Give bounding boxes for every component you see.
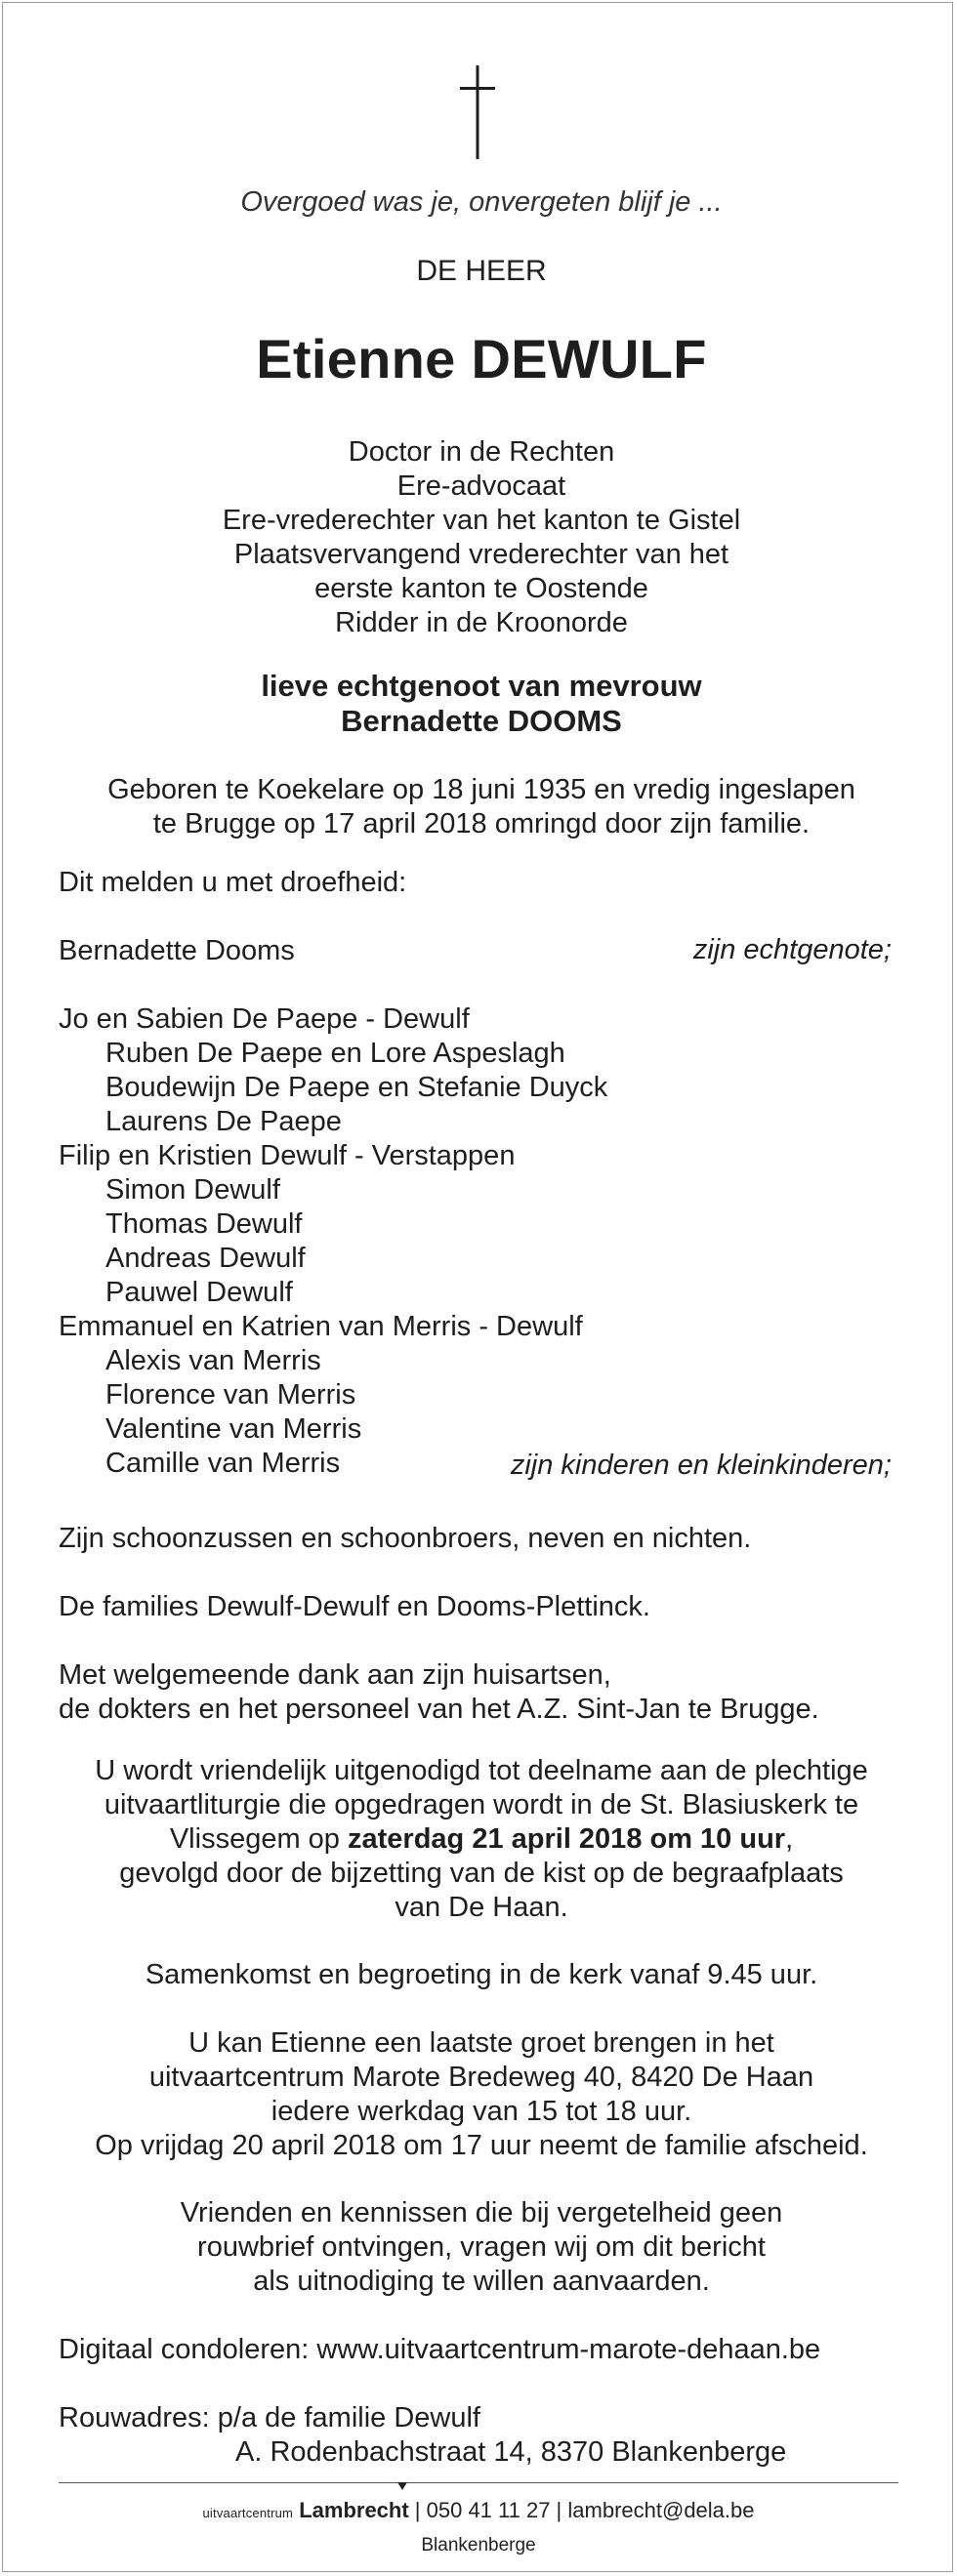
funeral-line: uitvaartliturgie die opgedragen wordt in de St. Blasiuskerk te xyxy=(104,1789,859,1820)
gathering-line: Samenkomst en begroeting in de kerk vanaf 9.45 uur. xyxy=(145,1959,818,1990)
grandchild-name: Simon Dewulf xyxy=(105,1174,280,1206)
footer-brand: Lambrecht xyxy=(299,2498,409,2522)
condolence-link[interactable]: Digitaal condoleren: www.uitvaartcentrum-marote-dehaan.be xyxy=(59,2334,821,2365)
visit-line: Op vrijdag 20 april 2018 om 17 uur neemt de familie afscheid. xyxy=(95,2130,868,2161)
title-line: Ridder in de Kroonorde xyxy=(335,607,628,638)
funeral-block xyxy=(42,1754,921,1925)
footer-divider xyxy=(59,2482,898,2483)
footer-city: Blankenberge xyxy=(421,2535,536,2556)
funeral-punct: , xyxy=(785,1823,794,1855)
request-line: als uitnodiging te willen aanvaarden. xyxy=(253,2266,710,2297)
birth-block xyxy=(42,773,921,841)
visit-line: uitvaartcentrum Marote Bredeweg 40, 8420 De Haan xyxy=(148,2062,814,2093)
visit-line: iedere werkdag van 15 tot 18 uur. xyxy=(270,2096,692,2127)
families-line: De families Dewulf-Dewulf en Dooms-Plettinck. xyxy=(59,1591,650,1622)
grandchild-name: Pauwel Dewulf xyxy=(105,1277,293,1308)
widow-name: Bernadette Dooms xyxy=(59,935,295,966)
birth-line: te Brugge op 17 april 2018 omringd door zijn familie. xyxy=(152,808,811,839)
inlaws-line: Zijn schoonzussen en schoonbroers, neven en nichten. xyxy=(59,1523,752,1554)
thanks-line: Met welgemeende dank aan zijn huisartsen, xyxy=(59,1659,611,1691)
funeral-line: U wordt vriendelijk uitgenodigd tot deelname aan de plechtige xyxy=(95,1755,868,1786)
spouse-block xyxy=(42,669,921,739)
funeral-line: gevolgd door de bijzetting van de kist op de begraafplaats xyxy=(119,1858,844,1889)
grandchild-name: Laurens De Paepe xyxy=(105,1106,342,1137)
grandchild-name: Camille van Merris xyxy=(105,1448,341,1479)
motto: Overgoed was je, onvergeten blijf je ... xyxy=(240,186,723,218)
child-couple-name: Jo en Sabien De Paepe - Dewulf xyxy=(59,1003,470,1035)
title-line: Ere-advocaat xyxy=(396,470,566,502)
title-line: Ere-vrederechter van het kanton te Gistel xyxy=(222,505,741,536)
footer-contact-info[interactable]: | 050 41 11 27 | lambrecht@dela.be xyxy=(408,2498,755,2522)
footer-prefix: uitvaartcentrum xyxy=(202,2506,294,2520)
family-role: zijn kinderen en kleinkinderen; xyxy=(510,1450,892,1481)
title-line: eerste kanton te Oostende xyxy=(314,573,648,604)
grandchild-name: Florence van Merris xyxy=(105,1379,356,1411)
marker-icon xyxy=(397,2482,407,2490)
title-line: Doctor in de Rechten xyxy=(348,436,615,468)
grandchild-name: Boudewijn De Paepe en Stefanie Duyck xyxy=(105,1072,608,1103)
deceased-name: Etienne DEWULF xyxy=(256,328,707,389)
address-line: Rouwadres: p/a de familie Dewulf xyxy=(59,2402,480,2433)
birth-line: Geboren te Koekelare op 18 juni 1935 en vredig ingeslapen xyxy=(107,774,855,805)
cross-icon xyxy=(458,65,497,159)
grandchild-name: Alexis van Merris xyxy=(105,1345,321,1376)
request-block xyxy=(42,2196,921,2299)
grandchild-name: Valentine van Merris xyxy=(105,1413,362,1445)
widow-role: zijn echtgenote; xyxy=(692,934,892,965)
announcement: Dit melden u met droefheid: xyxy=(59,867,407,898)
request-line: Vrienden en kennissen die bij vergetelheid geen xyxy=(180,2197,783,2228)
thanks-line: de dokters en het personeel van het A.Z. Sint-Jan te Brugge. xyxy=(59,1694,819,1725)
grandchild-name: Ruben De Paepe en Lore Aspeslagh xyxy=(105,1038,565,1069)
funeral-line xyxy=(42,1822,921,1857)
footer-contact xyxy=(3,2498,954,2523)
spouse-line: lieve echtgenoot van mevrouw xyxy=(261,669,702,703)
request-line: rouwbrief ontvingen, vragen wij om dit bericht xyxy=(197,2231,766,2263)
funeral-line: van De Haan. xyxy=(395,1892,568,1923)
visit-block xyxy=(42,2026,921,2163)
grandchild-name: Andreas Dewulf xyxy=(105,1243,306,1274)
address-line: A. Rodenbachstraat 14, 8370 Blankenberge xyxy=(235,2436,787,2468)
title-line: Plaatsvervangend vrederechter van het xyxy=(233,539,729,570)
child-couple-name: Emmanuel en Katrien van Merris - Dewulf xyxy=(59,1311,583,1342)
spouse-name: Bernadette DOOMS xyxy=(341,704,622,738)
visit-line: U kan Etienne een laatste groet brengen in het xyxy=(188,2027,774,2059)
funeral-date: zaterdag 21 april 2018 om 10 uur xyxy=(348,1823,786,1855)
titles-block xyxy=(42,435,921,640)
honorific: DE HEER xyxy=(416,255,547,287)
child-couple-name: Filip en Kristien Dewulf - Verstappen xyxy=(59,1140,516,1171)
obituary-card xyxy=(2,2,953,2572)
grandchild-name: Thomas Dewulf xyxy=(105,1208,303,1240)
funeral-place: Vlissegem op xyxy=(169,1823,348,1855)
